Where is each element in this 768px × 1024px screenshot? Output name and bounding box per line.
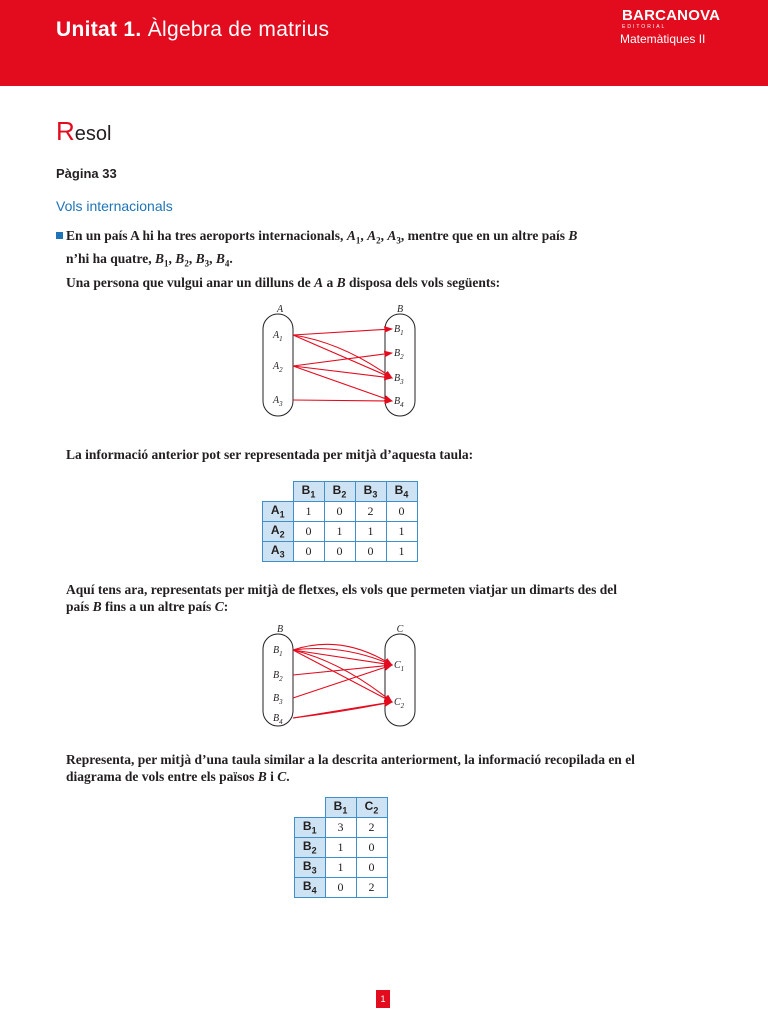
table-cell: 0 [325,878,356,898]
page-number: 1 [376,990,390,1008]
subsection-title: Vols internacionals [56,198,173,214]
table-row [263,502,418,522]
left-node-label: $A_1$ [273,330,283,343]
table-row [263,522,418,542]
table-cell: 2 [355,502,386,522]
flights-table-b-c [294,797,388,898]
table-cell: 0 [356,838,387,858]
right-set-outline [385,634,415,726]
column-header: $B_1$ [293,482,324,502]
column-header: $C_2$ [356,798,387,818]
paragraph-intro: En un país A hi ha tres aeroports internacionals, $A_1$, $A_2$, $A_3$, mentre que en un altre país B n’hi ha quatre, $B_1$, $B_2$, $B_3$, $B_4$. [66,228,578,269]
right-node-label: $C_1$ [394,660,405,673]
table-cell: 1 [386,522,417,542]
table-corner [263,482,294,502]
table-cell: 0 [356,858,387,878]
flights-table-a-b [262,481,418,562]
table-cell: 1 [355,522,386,542]
row-header: $B_2$ [295,838,326,858]
row-header: $B_3$ [295,858,326,878]
column-header: $B_4$ [386,482,417,502]
right-node-label: $B_4$ [394,396,404,409]
table-cell: 1 [386,542,417,562]
table-row [295,878,388,898]
left-node-label: $B_3$ [273,693,283,706]
row-header: $B_1$ [295,818,326,838]
page-label: Pàgina 33 [56,166,117,181]
table-cell: 1 [325,858,356,878]
table-cell: 0 [355,542,386,562]
flight-arrow [293,353,392,366]
right-node-label: $B_2$ [394,348,404,361]
bullet-icon [56,232,63,239]
table-cell: 1 [293,502,324,522]
table-cell: 0 [386,502,417,522]
right-node-label: $B_3$ [394,373,404,386]
left-node-label: $A_2$ [273,361,283,374]
table-row [263,542,418,562]
publisher-logo: BARCANOVA [622,7,721,24]
table-row [295,818,388,838]
table-row [295,838,388,858]
paragraph-flights-monday: Una persona que vulgui anar un dilluns de A a B disposa dels vols següents: [66,275,501,290]
row-header: $B_4$ [295,878,326,898]
table-cell: 1 [324,522,355,542]
paragraph-table-intro: La informació anterior pot ser representada per mitjà d’aquesta taula: [66,447,474,462]
section-title: Resol [56,116,112,146]
table-cell: 1 [325,838,356,858]
right-node-label: $C_2$ [394,697,405,710]
table-cell: 3 [325,818,356,838]
left-node-label: $A_3$ [273,395,283,408]
paragraph-exercise: Representa, per mitjà d’una taula similar a la descrita anteriorment, la informació recopilada en el diagrama de vols entre els països B i C. [66,752,635,784]
right-set-label: B [396,304,404,315]
column-header: $B_3$ [355,482,386,502]
publisher-tagline: EDITORIAL [622,24,667,30]
paragraph-flights-tuesday: Aquí tens ara, representats per mitjà de fletxes, els vols que permeten viatjar un dimarts des del país B fins a un altre país C: [66,582,617,614]
flight-diagram-a-b [255,300,435,425]
left-set-label: B [276,624,284,635]
left-set-label: A [276,304,284,315]
column-header: $B_1$ [325,798,356,818]
page-header [0,0,768,86]
table-cell: 2 [356,818,387,838]
table-cell: 2 [356,878,387,898]
right-node-label: $B_1$ [394,324,404,337]
table-cell: 0 [324,502,355,522]
flight-diagram-b-c [255,620,435,735]
column-header: $B_2$ [324,482,355,502]
row-header: $A_1$ [263,502,294,522]
table-cell: 0 [293,522,324,542]
left-node-label: $B_2$ [273,670,283,683]
left-node-label: $B_1$ [273,645,283,658]
row-header: $A_2$ [263,522,294,542]
flight-arrow [293,329,392,335]
right-set-label: C [396,624,404,635]
left-node-label: $B_4$ [273,713,283,726]
table-cell: 0 [324,542,355,562]
flight-arrow [293,400,392,401]
table-row [295,858,388,878]
unit-title: Unitat 1. Àlgebra de matrius [56,18,330,41]
row-header: $A_3$ [263,542,294,562]
table-corner [295,798,326,818]
subject-label: Matemàtiques II [620,32,706,46]
table-cell: 0 [293,542,324,562]
